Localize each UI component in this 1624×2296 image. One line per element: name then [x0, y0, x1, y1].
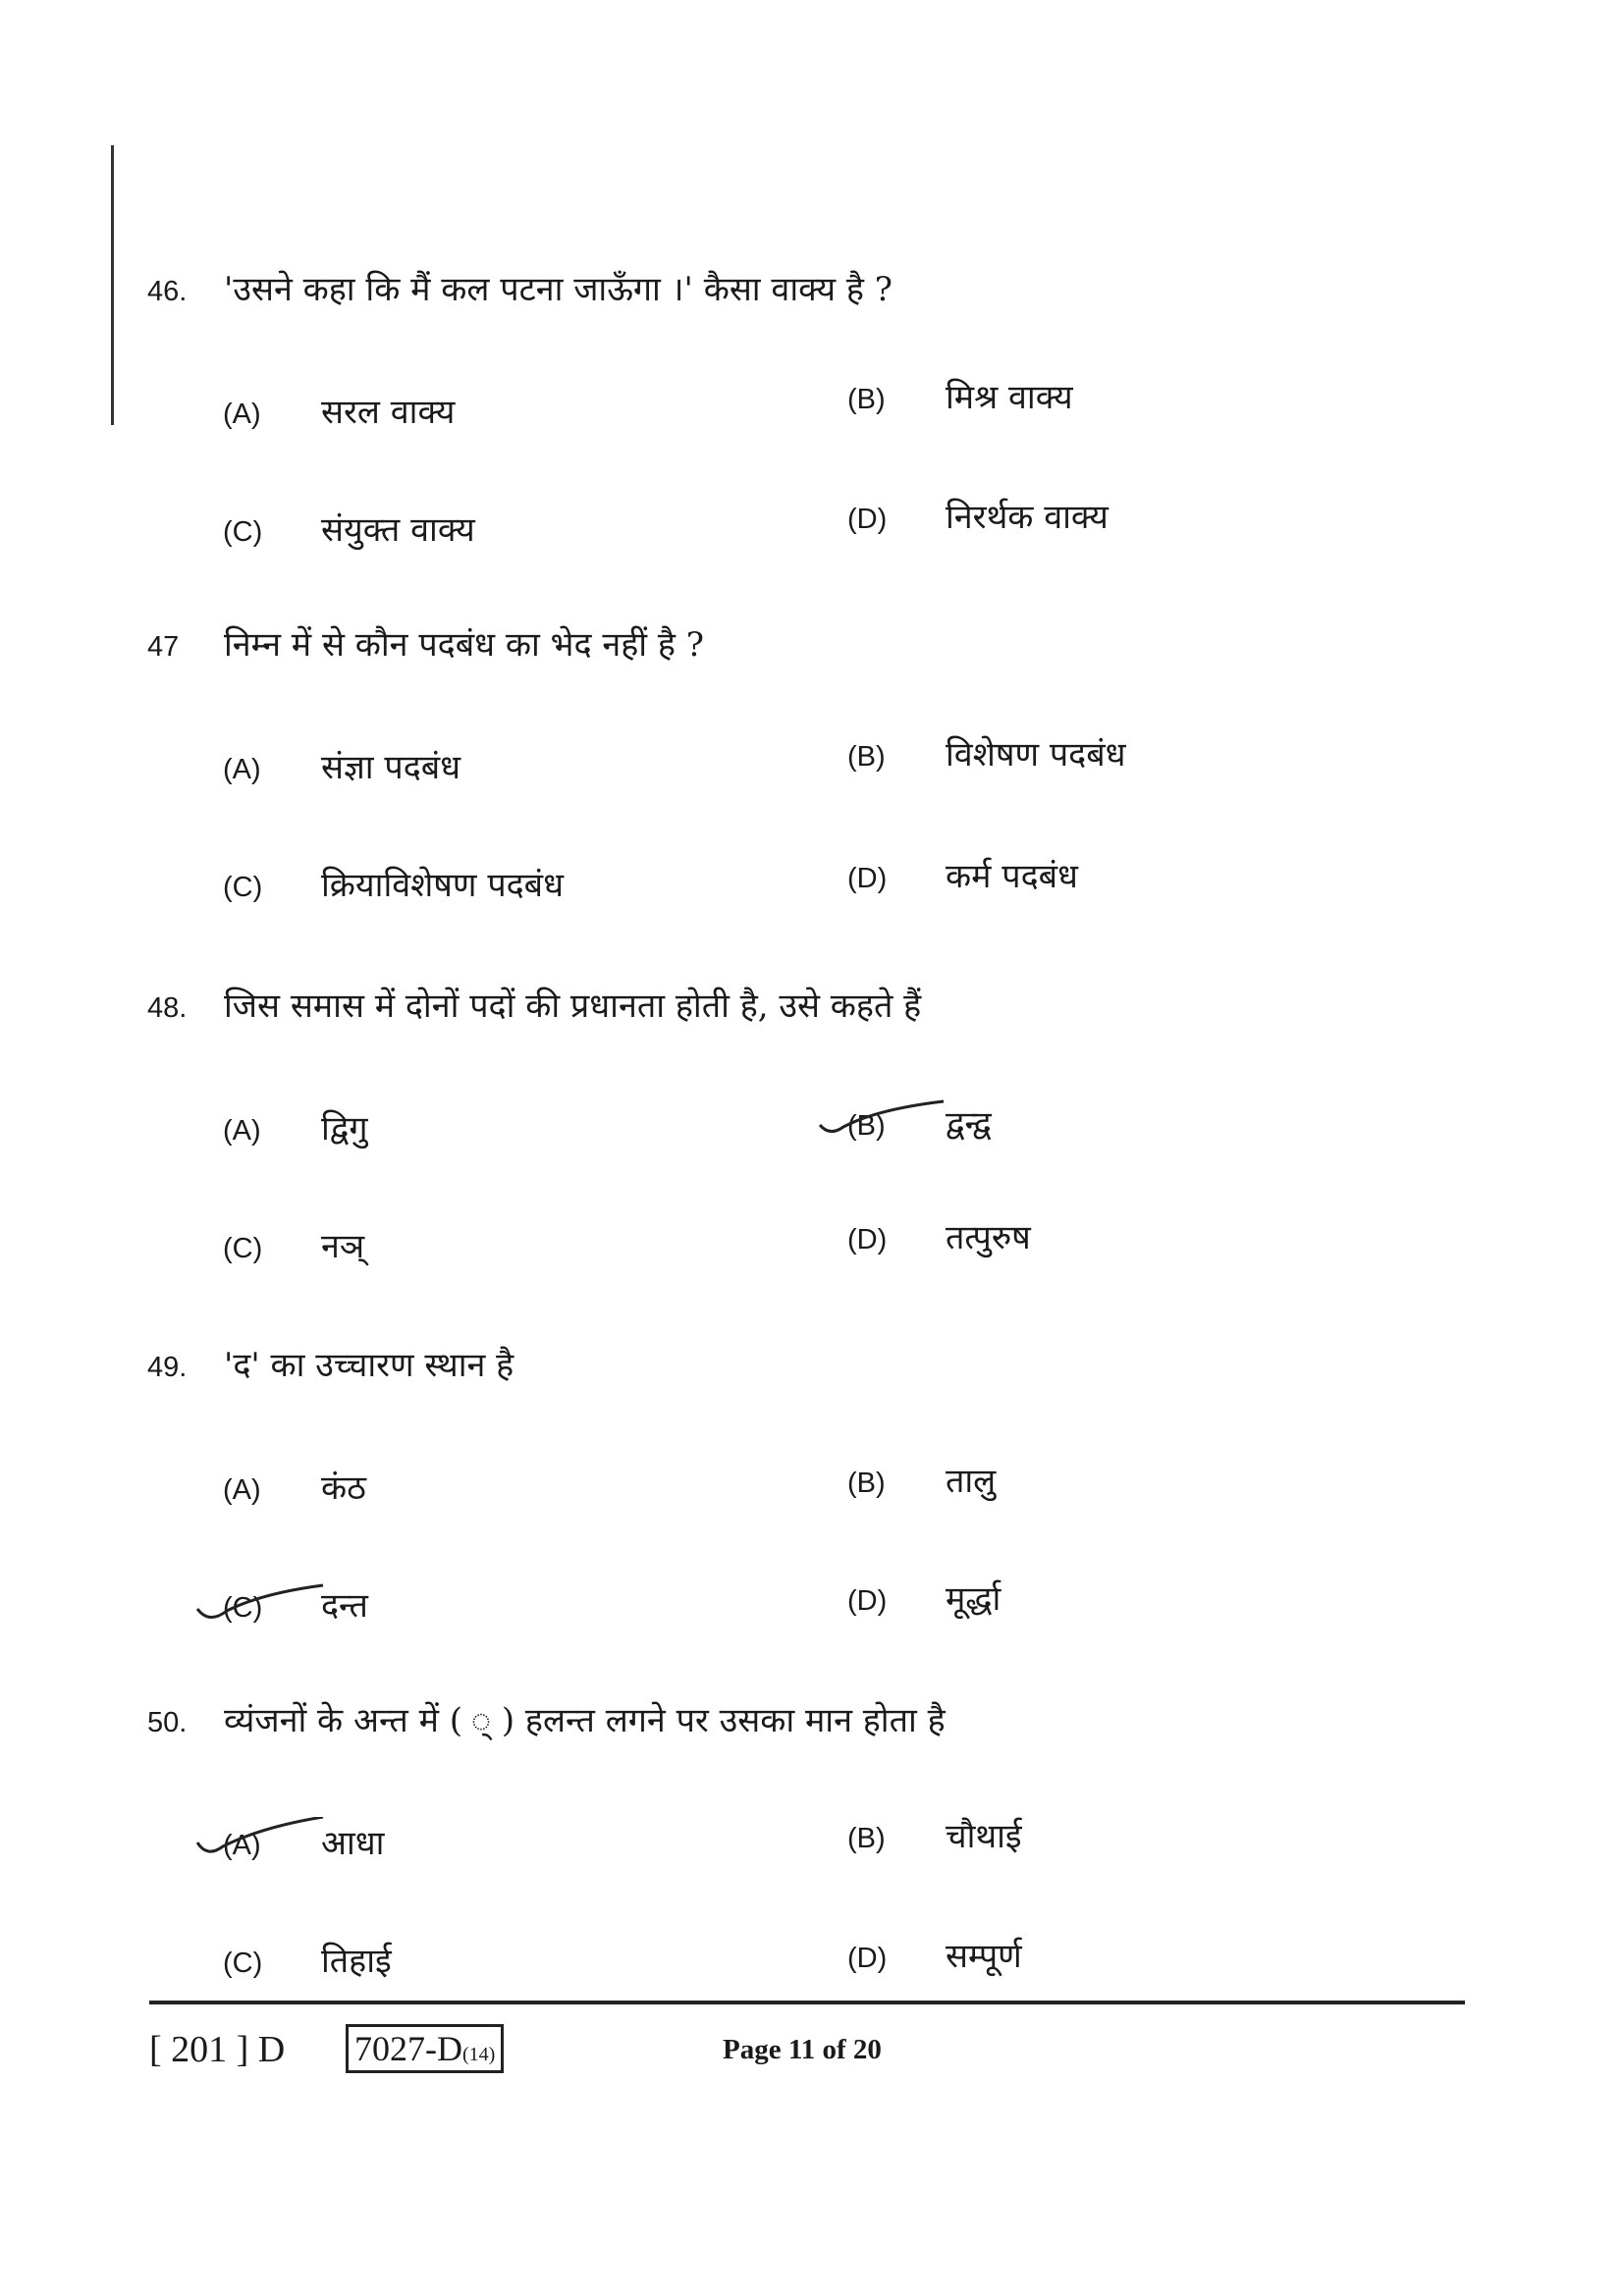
- question-47: [0, 620, 1624, 954]
- option-text: मूर्द्धा: [946, 1579, 1001, 1619]
- option-text: द्विगु: [321, 1109, 368, 1148]
- footer-rule: [149, 2001, 1465, 2004]
- option-text: विशेषण पदबंध: [946, 735, 1126, 774]
- option-letter: (B): [847, 741, 886, 773]
- option-a: [223, 1819, 384, 1864]
- page-footer: [149, 2028, 1465, 2087]
- option-c: [223, 861, 564, 906]
- option-letter: (D): [847, 504, 888, 535]
- option-a: [223, 1104, 368, 1149]
- option-b: [847, 373, 1073, 418]
- paper-code: [ 201 ] D: [149, 2029, 286, 2070]
- option-text: संयुक्त वाक्य: [321, 510, 475, 550]
- option-letter: (D): [847, 1943, 888, 1974]
- booklet-code-sub: (14): [462, 2044, 496, 2065]
- option-text: तत्पुरुष: [946, 1218, 1031, 1257]
- question-number: 46.: [147, 276, 188, 307]
- option-letter: (D): [847, 1585, 888, 1617]
- option-letter: (A): [223, 1115, 261, 1147]
- option-letter: (B): [847, 384, 886, 415]
- option-letter: (C): [223, 1233, 263, 1264]
- option-c: [223, 1222, 364, 1267]
- question-text: 'द' का उच्चारण स्थान है: [224, 1346, 514, 1385]
- question-number: 47: [147, 631, 180, 663]
- question-text: जिस समास में दोनों पदों की प्रधानता होती है, उसे कहते हैं: [224, 987, 922, 1026]
- option-letter: (A): [223, 1830, 261, 1861]
- option-letter: (D): [847, 863, 888, 894]
- option-d: [847, 493, 1109, 538]
- option-letter: (B): [847, 1110, 886, 1142]
- question-46: [0, 265, 1624, 599]
- option-text: तिहाई: [321, 1942, 392, 1981]
- question-line: [147, 982, 921, 1027]
- option-b: [847, 1457, 996, 1502]
- option-text: सरल वाक्य: [321, 393, 456, 432]
- question-line: [147, 265, 893, 310]
- question-line: [147, 1341, 514, 1386]
- question-number: 49.: [147, 1352, 188, 1383]
- option-c: [223, 506, 475, 551]
- question-50: [0, 1696, 1624, 2030]
- option-a: [223, 743, 460, 788]
- question-line: [147, 620, 704, 666]
- option-text: मिश्र वाक्य: [946, 378, 1073, 417]
- option-text: निरर्थक वाक्य: [946, 498, 1109, 537]
- option-text: द्वन्द्व: [946, 1104, 992, 1144]
- option-letter: (C): [223, 872, 263, 903]
- option-letter: (C): [223, 1592, 263, 1624]
- option-b: [847, 1812, 1022, 1857]
- option-letter: (A): [223, 1474, 261, 1506]
- option-letter: (D): [847, 1224, 888, 1255]
- option-text: कंठ: [321, 1468, 366, 1508]
- question-number: 50.: [147, 1707, 188, 1738]
- booklet-code-box: [346, 2024, 504, 2073]
- question-49: [0, 1341, 1624, 1675]
- option-text: चौथाई: [946, 1817, 1022, 1856]
- question-text: व्यंजनों के अन्त में ( ् ) हलन्त लगने पर उसका मान होता है: [224, 1701, 946, 1740]
- option-letter: (B): [847, 1823, 886, 1854]
- option-a: [223, 388, 455, 433]
- option-text: क्रियाविशेषण पदबंध: [321, 866, 565, 905]
- option-text: कर्म पदबंध: [946, 857, 1078, 896]
- booklet-code: 7027-D: [354, 2029, 462, 2068]
- option-text: संज्ञा पदबंध: [321, 748, 461, 787]
- option-d: [847, 852, 1078, 897]
- option-d: [847, 1932, 1022, 1977]
- option-letter: (B): [847, 1468, 886, 1499]
- option-c: [223, 1581, 368, 1627]
- question-line: [147, 1696, 946, 1741]
- option-a: [223, 1464, 366, 1509]
- question-text: 'उसने कहा कि मैं कल पटना जाऊँगा ।' कैसा वाक्य है ?: [224, 270, 893, 309]
- question-48: [0, 982, 1624, 1315]
- option-letter: (C): [223, 516, 263, 548]
- option-text: दन्त: [321, 1586, 368, 1626]
- option-letter: (A): [223, 754, 261, 785]
- option-text: नञ्: [321, 1227, 365, 1266]
- option-d: [847, 1575, 1001, 1620]
- option-letter: (C): [223, 1948, 263, 1979]
- option-text: आधा: [321, 1824, 385, 1863]
- option-text: सम्पूर्ण: [946, 1937, 1022, 1976]
- option-text: तालु: [946, 1462, 997, 1501]
- option-b: [847, 1099, 992, 1145]
- question-number: 48.: [147, 992, 188, 1024]
- question-text: निम्न में से कौन पदबंध का भेद नहीं है ?: [224, 625, 704, 665]
- option-d: [847, 1213, 1031, 1258]
- option-c: [223, 1937, 392, 1982]
- option-letter: (A): [223, 399, 261, 430]
- option-b: [847, 730, 1126, 775]
- page-number: Page 11 of 20: [723, 2034, 882, 2065]
